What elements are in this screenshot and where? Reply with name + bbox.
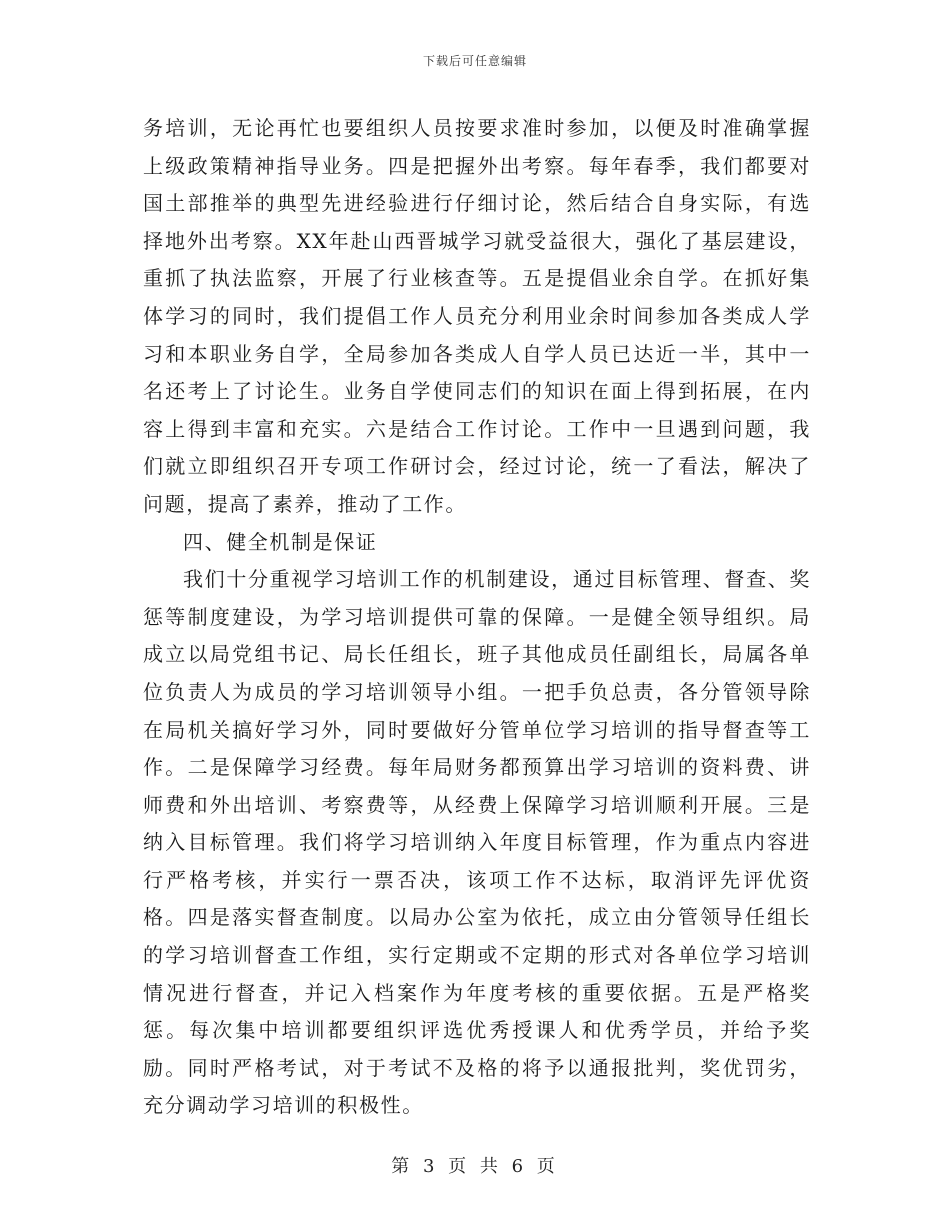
- paragraph-mechanism: 我们十分重视学习培训工作的机制建设，通过目标管理、督查、奖惩等制度建设，为学习培训提供可靠的保障。一是健全领导组织。局成立以局党组书记、局长任组长，班子其他成员任副组长，局属各单位负责人为成员的学习培训领导小组。一把手负总责，各分管领导除在局机关搞好学习外，同时要做好分管单位学习培训的指导督查等工作。二是保障学习经费。每年局财务都预算出学习培训的资料费、讲师费和外出培训、考察费等，从经费上保障学习培训顺利开展。三是纳入目标管理。我们将学习培训纳入年度目标管理，作为重点内容进行严格考核，并实行一票否决，该项工作不达标，取消评先评优资格。四是落实督查制度。以局办公室为依托，成立由分管领导任组长的学习培训督查工作组，实行定期或不定期的形式对各单位学习培训情况进行督查，并记入档案作为年度考核的重要依据。五是严格奖惩。每次集中培训都要组织评选优秀授课人和优秀学员，并给予奖励。同时严格考试，对于考试不及格的将予以通报批判，奖优罚劣，充分调动学习培训的积极性。: [143, 567, 811, 1118]
- page-header: 下载后可任意编辑: [422, 54, 527, 68]
- document-body: [143, 110, 811, 1125]
- paragraph-continuation: 务培训，无论再忙也要组织人员按要求准时参加，以便及时准确掌握上级政策精神指导业务。四是把握外出考察。每年春季，我们都要对国土部推举的典型先进经验进行仔细讨论，然后结合自身实际，有选择地外出考察。XX年赴山西晋城学习就受益很大，强化了基层建设，重抓了执法监察，开展了行业核查等。五是提倡业余自学。在抓好集体学习的同时，我们提倡工作人员充分利用业余时间参加各类成人学习和本职业务自学，全局参加各类成人自学人员已达近一半，其中一名还考上了讨论生。业务自学使同志们的知识在面上得到拓展，在内容上得到丰富和充实。六是结合工作讨论。工作中一旦遇到问题，我们就立即组织召开专项工作研讨会，经过讨论，统一了看法，解决了问题，提高了素养，推动了工作。: [143, 116, 811, 516]
- section-heading: 四、健全机制是保证: [183, 529, 378, 554]
- page-number-footer: 第 3 页 共 6 页: [391, 1156, 559, 1177]
